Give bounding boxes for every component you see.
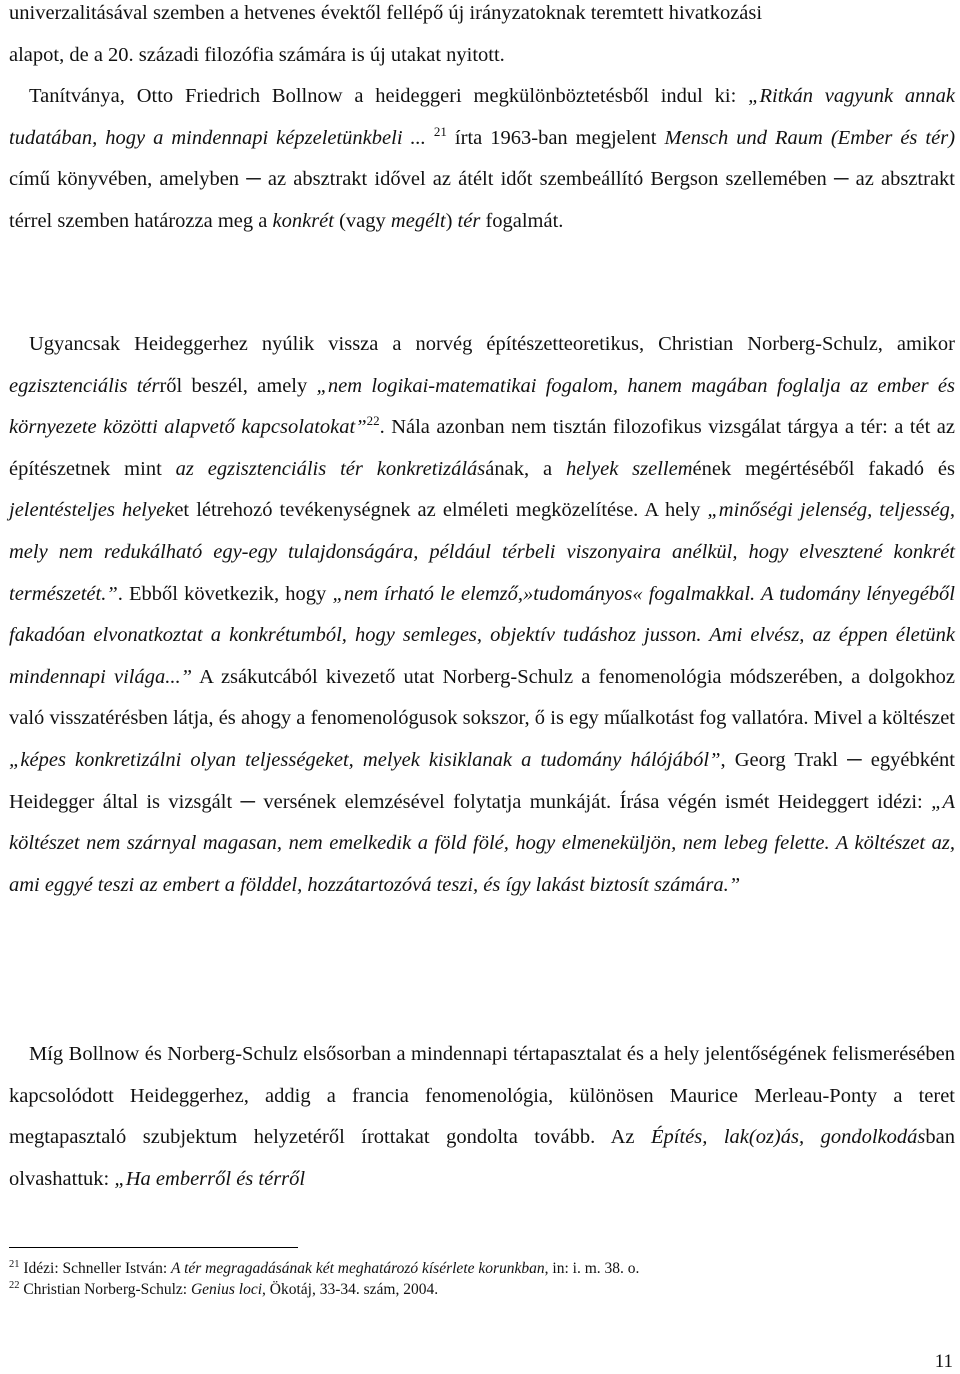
footnote-number: 22 <box>9 1279 20 1291</box>
p2-text-6: fogalmát. <box>480 209 564 232</box>
footnote-text: Idézi: Schneller István: <box>19 1260 172 1277</box>
paragraph-1 <box>9 0 955 76</box>
p2-space: tér <box>457 209 481 232</box>
p3-text-8: A zsákutcából kivezető utat Norberg-Schulz a fenomenológia módszerében, a dolgokhoz való visszatérésben látja, és ahogy a fenomenológusok sokszor, ő is egy műalkotást fog vallatóra. Mivel a költészet <box>9 665 956 730</box>
p3-text-5: ének megértéséből fakadó és <box>692 457 955 480</box>
footnote-21 <box>9 1258 955 1279</box>
footnote-ref-22[interactable]: 22 <box>366 413 380 429</box>
p2-text-2: írta 1963-ban megjelent <box>446 126 665 149</box>
p2-title: Mensch und Raum (Ember és tér) <box>664 126 956 149</box>
p3-term-3: helyek szellem <box>565 457 693 480</box>
p3-text-6: et létrehozó tevékenységnek az elméleti megközelítése. A hely <box>174 499 708 522</box>
footnote-text: Christian Norberg-Schulz: <box>19 1281 191 1298</box>
footnote-title: A tér megragadásának két meghatározó kísérlete korunkban <box>171 1260 545 1277</box>
paragraph-2 <box>9 76 955 242</box>
p2-text-5: ) <box>445 209 458 232</box>
p3-quote-2: „minőségi jelenség, teljesség, mely nem redukálható egy-egy tulajdonságára, például térbeli viszonyaira anélkül, hogy elvesztené konkrét természetét.” <box>9 499 956 605</box>
p3-quote-5: „A költészet nem szárnyal magasan, nem emelkedik a föld fölé, hogy elmeneküljön, nem lebeg felette. A költészet az, ami eggyé teszi az embert a földdel, hozzátartozóvá teszi, és így lakást biztosít számára.” <box>9 790 955 896</box>
p3-quote-1: „nem logikai-matematikai fogalom, hanem magában foglalja az ember és környezete közötti alapvető kapcsolatokat” <box>9 374 955 439</box>
footnote-ref-21[interactable]: 21 <box>433 123 447 139</box>
p2-quote-text: „Ritkán vagyunk annak tudatában, hogy a mindennapi képzeletünkbeli ... <box>9 85 956 149</box>
p1-line-1: univerzalitásával szemben a hetvenes évektől fellépő új irányzatoknak teremtett hivatkozási <box>9 2 763 24</box>
p3-term-4: jelentésteljes helyek <box>9 499 175 522</box>
footnote-number: 21 <box>9 1258 20 1270</box>
footnotes <box>9 1258 955 1300</box>
paragraph-3 <box>9 324 955 906</box>
footnote-text-end: , Ökotáj, 33-34. szám, 2004. <box>262 1281 439 1298</box>
p3-text-7: . Ebből következik, hogy <box>117 582 333 605</box>
footnote-text-end: , in: i. m. 38. o. <box>544 1260 640 1277</box>
page-number: 11 <box>934 1351 953 1372</box>
paragraph-4 <box>9 1034 955 1200</box>
p3-text-9: , Georg Trakl ─ egyébként Heidegger által is vizsgált ─ versének elemzésével folytatja munkáját. Írása végén ismét Heideggert idézi: <box>9 748 956 813</box>
p4-quote: „Ha emberről és térről <box>114 1167 306 1190</box>
p4-title: Építés, lak(oz)ás, gondolkodás <box>650 1126 926 1149</box>
p2-text-1: Tanítványa, Otto Friedrich Bollnow a heideggeri megkülönböztetésből indul ki: <box>29 85 749 107</box>
p3-text-4: ának, a <box>485 457 566 480</box>
p4-text-1: Míg Bollnow és Norberg-Schulz elsősorban a mindennapi tértapasztalat és a hely jelentőségének felismerésében kapcsolódott Heideggerhez, addig a francia fenomenológia, különösen Maurice Merleau-Ponty a teret megtapasztaló szubjektum helyzetéről írottakat gondolta tovább. Az <box>9 1043 955 1149</box>
footnote-title: Genius loci <box>190 1281 263 1298</box>
p3-term-1: egzisztenciális tér <box>9 374 160 397</box>
p3-text-1: Ugyancsak Heideggerhez nyúlik vissza a norvég építészetteoretikus, Christian Norberg-Schulz, amikor <box>29 333 955 355</box>
p2-concrete: konkrét <box>272 209 334 232</box>
p2-text-3: című könyvében, amelyben ─ az absztrakt idővel az átélt időt szembeállító Bergson szellemében ─ az absztrakt térrel szemben határozza meg a <box>9 168 955 232</box>
p3-quote-3: „nem írható le elemző,»tudományos« fogalmakkal. A tudomány lényegéből fakadóan elvonatkoztat a konkrétumból, hogy semleges, objektív tudáshoz jusson. Ami elvész, az éppen életünk mindennapi világa...” <box>9 582 956 688</box>
p4-text-2: ban olvashattuk: <box>9 1126 955 1190</box>
p2-text-4: (vagy <box>333 209 391 232</box>
p3-quote-4: „képes konkretizálni olyan teljességeket, melyek kisiklanak a tudomány hálójából” <box>9 748 721 771</box>
p2-lived: megélt <box>390 209 446 232</box>
p3-text-3: . Nála azonban nem tisztán filozofikus vizsgálat tárgya a tér: a tét az építészetnek mint <box>9 416 956 480</box>
footnote-22 <box>9 1279 955 1300</box>
footnote-separator <box>9 1247 298 1248</box>
p3-text-2: ről beszél, amely <box>159 374 317 397</box>
p3-term-2: az egzisztenciális tér konkretizálás <box>175 457 486 480</box>
p1-line-2: alapot, de a 20. századi filozófia számára is új utakat nyitott. <box>9 43 505 66</box>
